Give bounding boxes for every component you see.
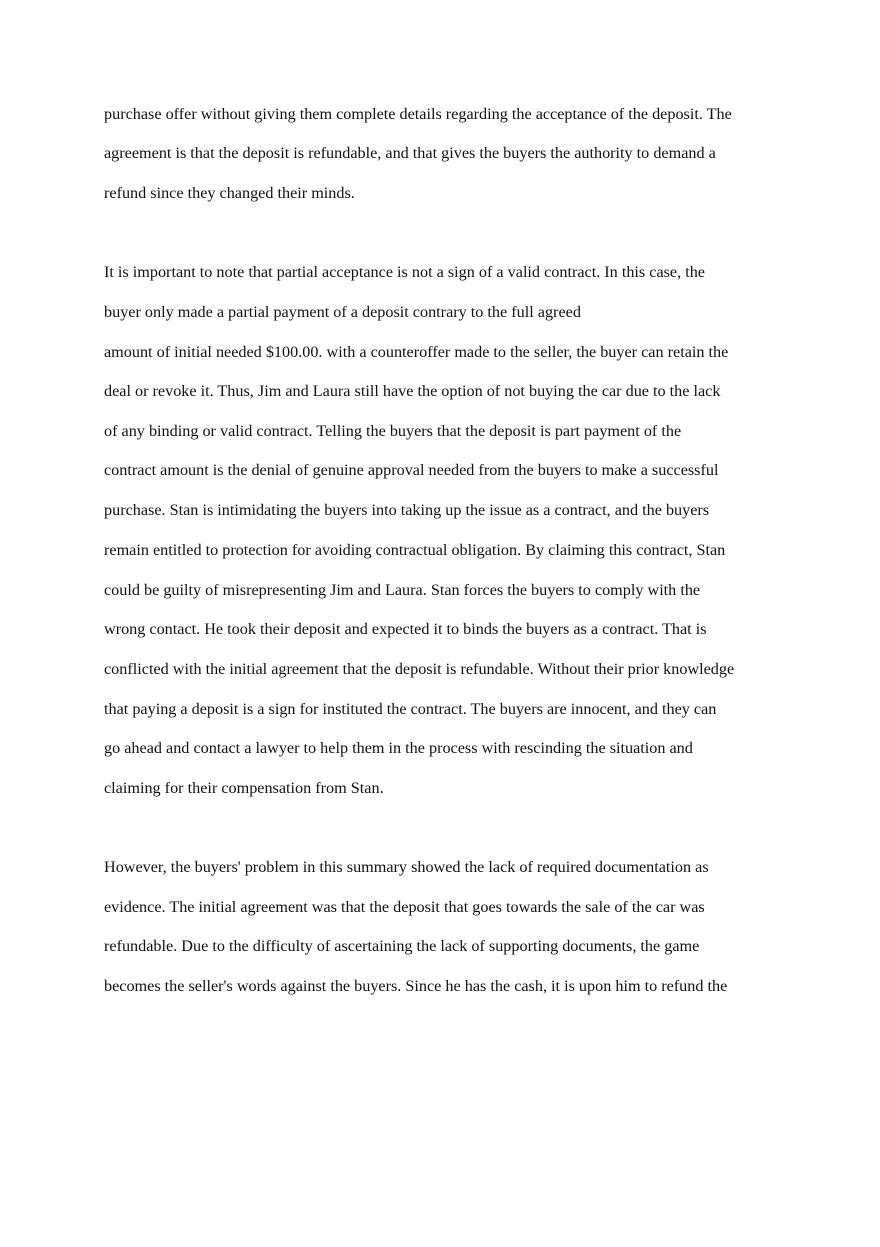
paragraph-2-line-13: go ahead and contact a lawyer to help them in the process with rescinding the situation and bbox=[104, 739, 693, 757]
paragraph-1-line-2: agreement is that the deposit is refundable, and that gives the buyers the authority to demand a bbox=[104, 144, 716, 162]
paragraph-2-line-6: contract amount is the denial of genuine approval needed from the buyers to make a successful bbox=[104, 461, 719, 479]
paragraph-2-line-4: deal or revoke it. Thus, Jim and Laura still have the option of not buying the car due to the lack bbox=[104, 382, 721, 400]
paragraph-2-line-10: wrong contact. He took their deposit and expected it to binds the buyers as a contract. That is bbox=[104, 620, 707, 638]
paragraph-1-line-1: purchase offer without giving them complete details regarding the acceptance of the deposit. The bbox=[104, 105, 732, 123]
paragraph-3-line-4: becomes the seller's words against the buyers. Since he has the cash, it is upon him to refund the bbox=[104, 977, 728, 995]
paragraph-2-line-5: of any binding or valid contract. Telling the buyers that the deposit is part payment of the bbox=[104, 422, 682, 440]
paragraph-2-line-7: purchase. Stan is intimidating the buyers into taking up the issue as a contract, and the buyers bbox=[104, 501, 710, 519]
paragraph-2-line-1: It is important to note that partial acceptance is not a sign of a valid contract. In this case, the bbox=[104, 263, 705, 281]
paragraph-3-line-3: refundable. Due to the difficulty of ascertaining the lack of supporting documents, the game bbox=[104, 937, 700, 955]
paragraph-2-line-2: buyer only made a partial payment of a deposit contrary to the full agreed bbox=[104, 303, 581, 321]
paragraph-3-line-1: However, the buyers' problem in this summary showed the lack of required documentation as bbox=[104, 858, 709, 876]
paragraph-2-line-3: amount of initial needed $100.00. with a counteroffer made to the seller, the buyer can retain the bbox=[104, 343, 729, 361]
paragraph-1-line-3: refund since they changed their minds. bbox=[104, 184, 355, 202]
paragraph-2-line-11: conflicted with the initial agreement that the deposit is refundable. Without their prior knowledge bbox=[104, 660, 735, 678]
paragraph-2-line-9: could be guilty of misrepresenting Jim and Laura. Stan forces the buyers to comply with the bbox=[104, 581, 701, 599]
paragraph-2-line-12: that paying a deposit is a sign for instituted the contract. The buyers are innocent, and they can bbox=[104, 700, 717, 718]
paragraph-3-line-2: evidence. The initial agreement was that the deposit that goes towards the sale of the car was bbox=[104, 898, 705, 916]
paragraph-2-line-8: remain entitled to protection for avoiding contractual obligation. By claiming this contract, Stan bbox=[104, 541, 726, 559]
paragraph-2-line-14: claiming for their compensation from Stan. bbox=[104, 779, 384, 797]
